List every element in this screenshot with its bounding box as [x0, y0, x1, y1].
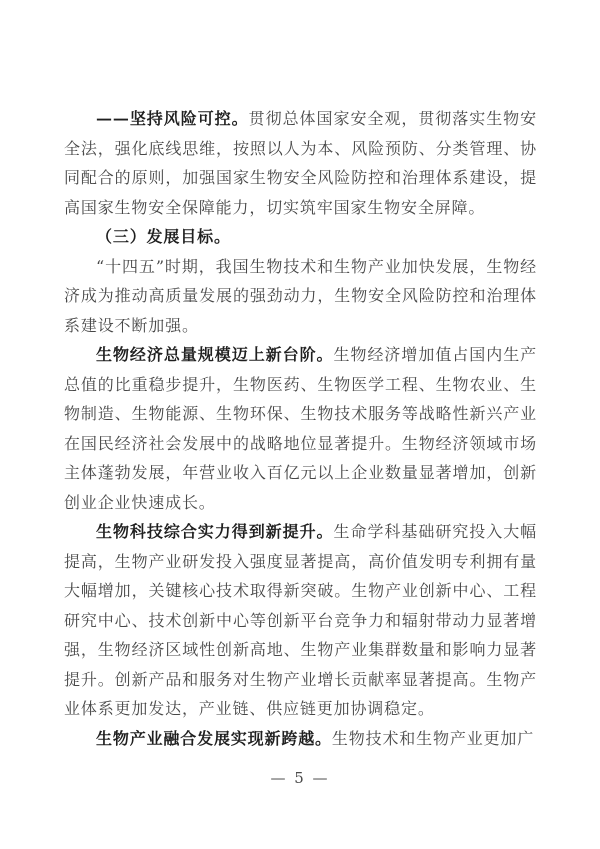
- paragraph-body: 生物经济增加值占国内生产总值的比重稳步提升，生物医药、生物医学工程、生物农业、生物制造、生物能源、生物环保、生物技术服务等战略性新兴产业在国民经济社会发展中的战略地位显著提升。生物经济领域市场主体蓬勃发展，年营业收入百亿元以上企业数量显著增加，创新创业企业快速成长。: [64, 345, 538, 512]
- paragraph-lead: 生物经济总量规模迈上新台阶。: [96, 345, 334, 364]
- paragraph-lead: 生物产业融合发展实现新跨越。: [96, 728, 332, 748]
- page-number: — 5 —: [270, 769, 330, 787]
- paragraph-period-overview: [64, 252, 537, 341]
- document-body: [64, 0, 537, 753]
- paragraph-industry-integration: [64, 724, 537, 754]
- section-heading-text: （三）发展目标。: [96, 227, 231, 246]
- paragraph-body: “十四五”时期，我国生物技术和生物产业加快发展，生物经济成为推动高质量发展的强劲动力，生物安全风险防控和治理体系建设不断加强。: [64, 256, 537, 335]
- paragraph-body: 生命学科基础研究投入大幅提高，生物产业研发投入强度显著提高，高价值发明专利拥有量大幅增加，关键核心技术取得新突破。生物产业创新中心、工程研究中心、技术创新中心等创新平台竞争力和辐射带动力显著增强，生物经济区域性创新高地、生物产业集群数量和影响力显著提升。创新产品和服务对生物产业增长贡献率显著提高。生物产业体系更加发达，产业链、供应链更加协调稳定。: [64, 522, 538, 718]
- paragraph-lead: 生物科技综合实力得到新提升。: [96, 522, 334, 541]
- paragraph-section-heading: [64, 222, 537, 252]
- paragraph-risk-control: [64, 104, 537, 222]
- paragraph-body: 贯彻总体国家安全观，贯彻落实生物安全法，强化底线思维，按照以人为本、风险预防、分类管理、协同配合的原则，加强国家生物安全风险防控和治理体系建设，提高国家生物安全保障能力，切实筑牢国家生物安全屏障。: [64, 109, 538, 217]
- paragraph-economy-scale: [64, 340, 537, 517]
- paragraph-biotech-strength: [64, 517, 537, 724]
- paragraph-body: 生物技术和生物产业更加广: [331, 728, 535, 748]
- paragraph-lead: ——坚持风险可控。: [96, 109, 249, 128]
